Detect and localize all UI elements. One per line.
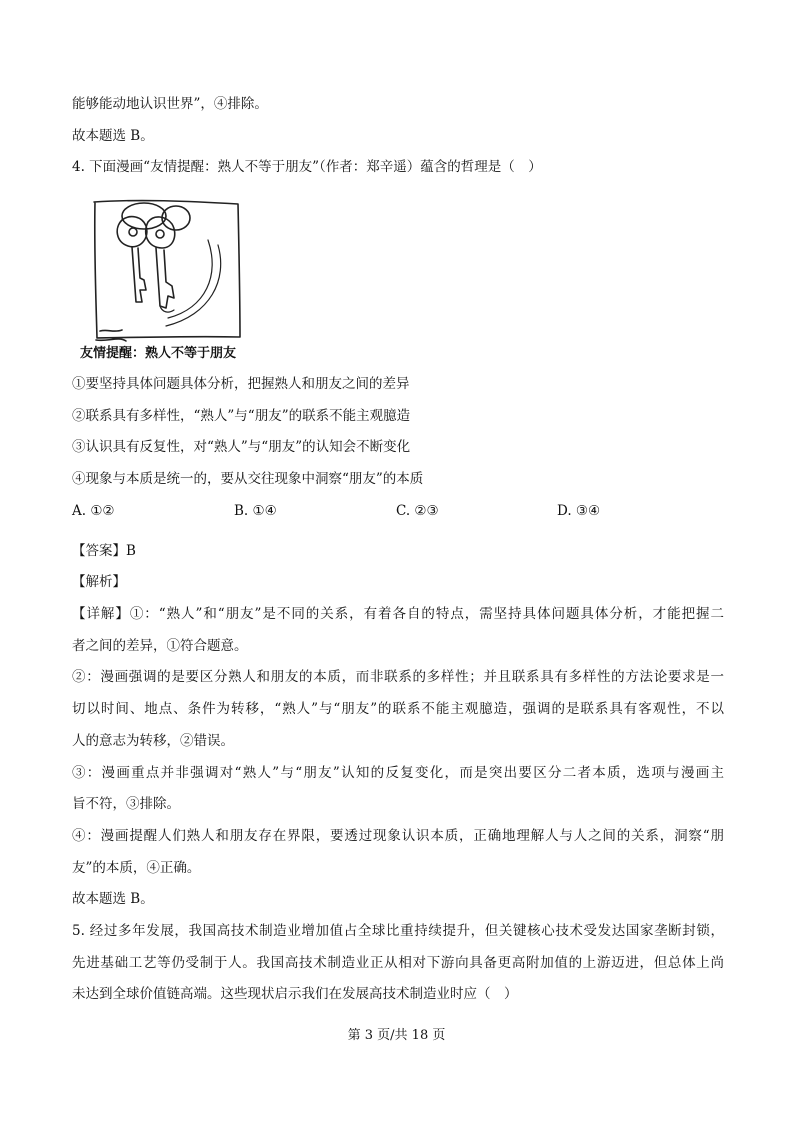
explanation-line: ③：漫画重点并非强调对“熟人”与“朋友”认知的反复变化，而是突出要区分二者本质，选项与漫画主 — [72, 765, 724, 781]
keys-sketch-icon — [78, 190, 270, 366]
explanation-line: ②：漫画强调的是要区分熟人和朋友的本质，而非联系的多样性；并且联系具有多样性的方法论要求是一 — [72, 669, 724, 685]
text-line: 能够能动地认识世界”，④排除。 — [72, 96, 268, 112]
text-line: 故本题选 B。 — [72, 128, 154, 144]
question-5-stem: 5. 经过多年发展，我国高技术制造业增加值占全球比重持续提升，但关键核心技术受发达国家垄断封锁， — [72, 923, 724, 939]
cartoon-keys-image — [78, 190, 270, 366]
statement-item: ④现象与本质是统一的，要从交往现象中洞察“朋友”的本质 — [72, 471, 424, 487]
explanation-line: 者之间的差异，①符合题意。 — [72, 638, 248, 654]
statement-item: ②联系具有多样性，“熟人”与“朋友”的联系不能主观臆造 — [72, 408, 411, 424]
explanation-line: 友”的本质，④正确。 — [72, 860, 201, 876]
explanation-line: 切以时间、地点、条件为转移，“熟人”与“朋友”的联系不能主观臆造，强调的是联系具有客观性，不以 — [72, 701, 724, 717]
question-5-stem: 先进基础工艺等仍受制于人。我国高技术制造业正从相对下游向具备更高附加值的上游迈进，但总体上尚 — [72, 955, 724, 971]
option-d: D. ③④ — [557, 503, 601, 519]
explanation-line: 故本题选 B。 — [72, 891, 154, 907]
page-footer: 第 3 页/共 18 页 — [347, 1028, 446, 1043]
option-b: B. ①④ — [234, 503, 277, 519]
cartoon-caption: 友情提醒：熟人不等于朋友 — [80, 346, 237, 361]
option-a: A. ①② — [72, 503, 115, 519]
option-c: C. ②③ — [396, 503, 439, 519]
analysis-label: 【解析】 — [72, 574, 126, 590]
statement-item: ③认识具有反复性，对“熟人”与“朋友”的认知会不断变化 — [72, 439, 411, 455]
statement-item: ①要坚持具体问题具体分析，把握熟人和朋友之间的差异 — [72, 376, 410, 392]
explanation-line: 【详解】①：“熟人”和“朋友”是不同的关系，有着各自的特点，需坚持具体问题具体分析，才能把握二 — [72, 606, 724, 622]
explanation-line: 人的意志为转移，②错误。 — [72, 733, 234, 749]
explanation-line: 旨不符，③排除。 — [72, 796, 180, 812]
explanation-line: ④：漫画提醒人们熟人和朋友存在界限，要透过现象认识本质，正确地理解人与人之间的关系，洞察“朋 — [72, 828, 724, 844]
question-5-stem: 未达到全球价值链高端。这些现状启示我们在发展高技术制造业时应（ ） — [72, 986, 518, 1002]
question-4-stem: 4. 下面漫画“友情提醒：熟人不等于朋友”（作者：郑辛遥）蕴含的哲理是（ ） — [72, 159, 542, 175]
answer-line: 【答案】B — [72, 543, 136, 559]
